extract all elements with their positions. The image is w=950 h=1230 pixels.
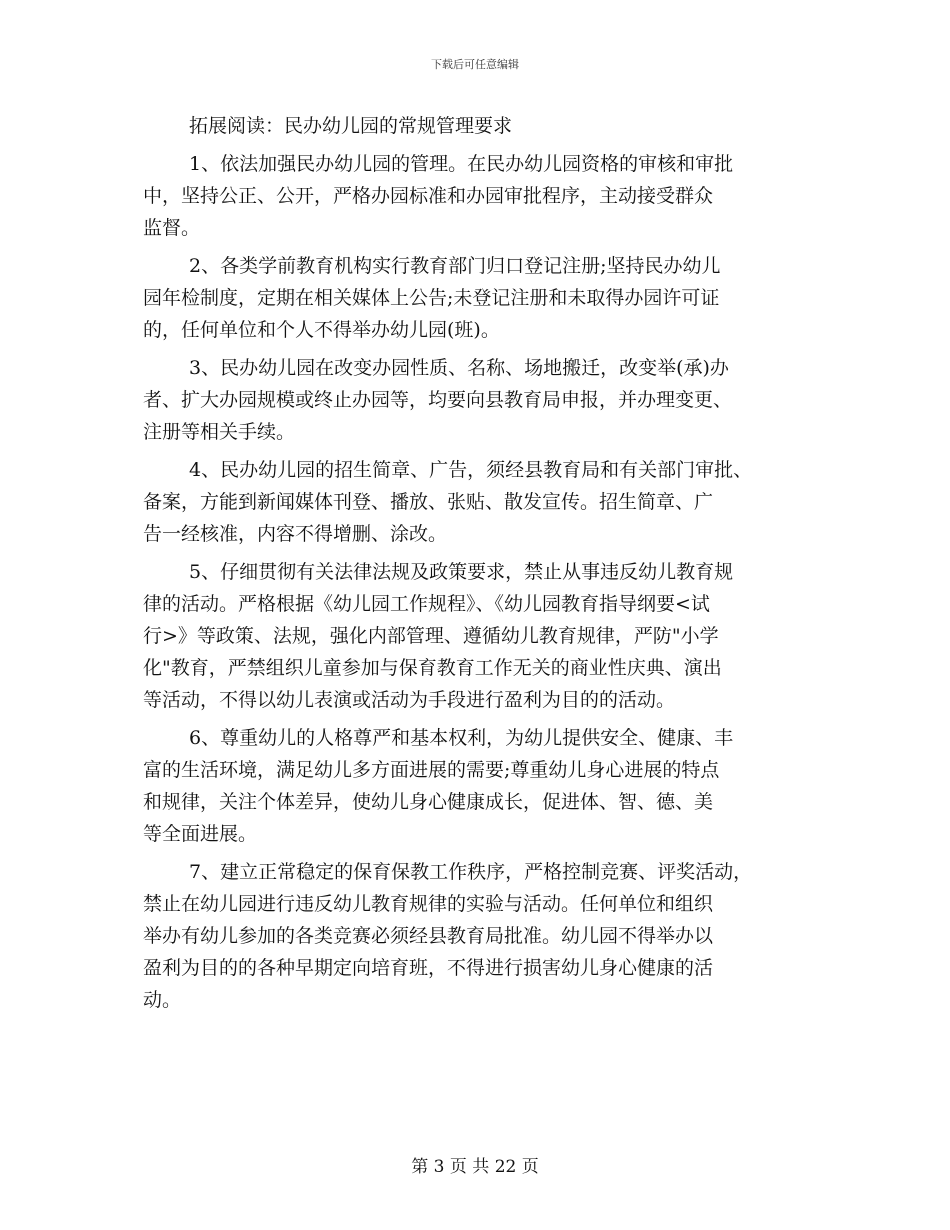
paragraph-line: 7、建立正常稳定的保育保教工作秩序，严格控制竞赛、评奖活动， (189, 861, 753, 883)
paragraph-line: 告一经核准，内容不得增删、涂改。 (143, 523, 448, 545)
paragraph-line: 禁止在幼儿园进行违反幼儿教育规律的实验与活动。任何单位和组织 (143, 893, 714, 915)
document-title: 拓展阅读：民办幼儿园的常规管理要求 (189, 115, 513, 137)
paragraph-line: 5、仔细贯彻有关法律法规及政策要求，禁止从事违反幼儿教育规 (189, 561, 734, 583)
paragraph-line: 者、扩大办园规模或终止办园等，均要向县教育局申报，并办理变更、 (143, 389, 733, 411)
paragraph-line: 行>》等政策、法规，强化内部管理、遵循幼儿教育规律，严防"小学 (143, 625, 719, 647)
paragraph-line: 动。 (143, 989, 182, 1011)
paragraph-line: 化"教育，严禁组织儿童参加与保育教育工作无关的商业性庆典、演出 (143, 657, 722, 679)
document-body (143, 110, 815, 1022)
paragraph-line: 富的生活环境，满足幼儿多方面进展的需要;尊重幼儿身心进展的特点 (143, 759, 720, 781)
paragraph-line: 3、民办幼儿园在改变办园性质、名称、场地搬迁，改变举(承)办 (189, 357, 729, 379)
paragraph (143, 250, 815, 346)
paragraph-line: 等活动，不得以幼儿表演或活动为手段进行盈利为目的的活动。 (143, 689, 676, 711)
paragraph-line: 备案，方能到新闻媒体刊登、播放、张贴、散发宣传。招生简章、广 (143, 491, 714, 513)
paragraph-line: 4、民办幼儿园的招生简章、广告，须经县教育局和有关部门审批、 (189, 459, 753, 481)
paragraph (143, 454, 815, 550)
paragraph-line: 监督。 (143, 217, 201, 239)
paragraph (143, 856, 815, 1016)
paragraph-line: 盈利为目的的各种早期定向培育班，不得进行损害幼儿身心健康的活 (143, 957, 714, 979)
paragraph (143, 722, 815, 850)
paragraph (143, 148, 815, 244)
paragraph-line: 中，坚持公正、公开，严格办园标准和办园审批程序，主动接受群众 (143, 185, 714, 207)
paragraph-line: 和规律，关注个体差异，使幼儿身心健康成长，促进体、智、德、美 (143, 791, 714, 813)
paragraph-line: 2、各类学前教育机构实行教育部门归口登记注册;坚持民办幼儿 (189, 255, 721, 277)
page-number: 第 3 页 共 22 页 (411, 1157, 539, 1177)
paragraph-line: 的，任何单位和个人不得举办幼儿园(班)。 (143, 319, 500, 341)
paragraph (143, 556, 815, 716)
paragraph-line: 等全面进展。 (143, 823, 258, 845)
paragraph-line: 园年检制度，定期在相关媒体上公告;未登记注册和未取得办园许可证 (143, 287, 720, 309)
paragraph (143, 352, 815, 448)
page-header-note: 下载后可任意编辑 (431, 58, 519, 71)
paragraph-line: 律的活动。严格根据《幼儿园工作规程》、《幼儿园教育指导纲要<试 (143, 593, 710, 615)
paragraph-line: 1、依法加强民办幼儿园的管理。在民办幼儿园资格的审核和审批 (189, 153, 734, 175)
paragraph-line: 举办有幼儿参加的各类竞赛必须经县教育局批准。幼儿园不得举办以 (143, 925, 714, 947)
paragraph-line: 注册等相关手续。 (143, 421, 296, 443)
paragraph-line: 6、尊重幼儿的人格尊严和基本权利，为幼儿提供安全、健康、丰 (189, 727, 734, 749)
paragraph-list (143, 148, 815, 1016)
